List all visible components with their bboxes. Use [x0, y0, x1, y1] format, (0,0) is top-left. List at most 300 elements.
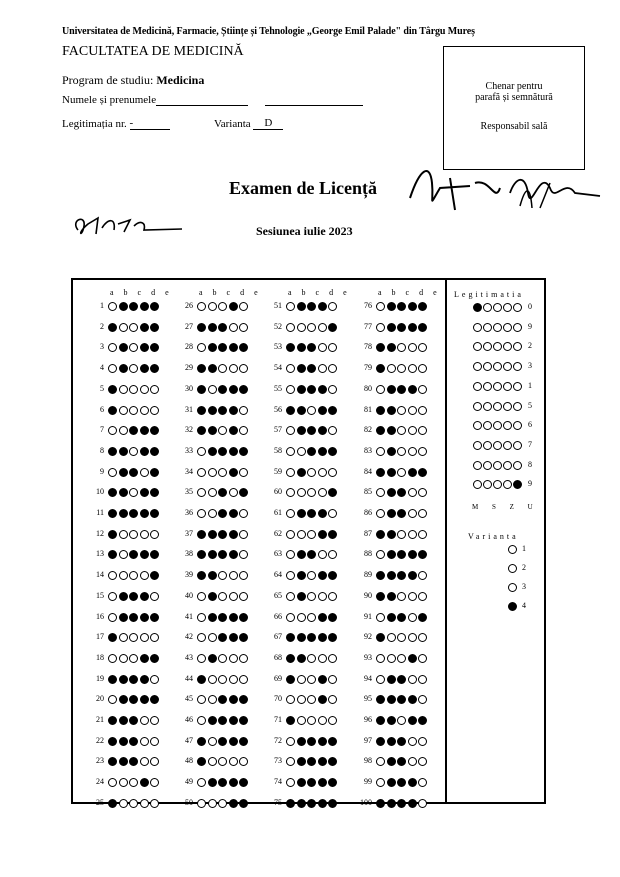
answer-bubble[interactable]	[208, 799, 217, 808]
answer-bubble[interactable]	[218, 323, 227, 332]
answer-bubble[interactable]	[218, 468, 227, 477]
answer-bubble[interactable]	[108, 468, 117, 477]
answer-bubble[interactable]	[408, 592, 417, 601]
answer-bubble[interactable]	[297, 571, 306, 580]
answer-bubble[interactable]	[408, 343, 417, 352]
answer-bubble[interactable]	[328, 737, 337, 746]
answer-bubble[interactable]	[208, 613, 217, 622]
answer-bubble[interactable]	[229, 323, 238, 332]
answer-bubble[interactable]	[297, 509, 306, 518]
answer-bubble[interactable]	[229, 571, 238, 580]
answer-bubble[interactable]	[307, 675, 316, 684]
answer-bubble[interactable]	[108, 716, 117, 725]
answer-bubble[interactable]	[140, 654, 149, 663]
answer-bubble[interactable]	[376, 509, 385, 518]
answer-bubble[interactable]	[387, 778, 396, 787]
answer-bubble[interactable]	[140, 323, 149, 332]
legitimation-bubble[interactable]	[483, 323, 492, 332]
answer-bubble[interactable]	[197, 654, 206, 663]
answer-bubble[interactable]	[239, 675, 248, 684]
answer-bubble[interactable]	[408, 695, 417, 704]
answer-bubble[interactable]	[229, 488, 238, 497]
answer-bubble[interactable]	[307, 406, 316, 415]
answer-bubble[interactable]	[150, 302, 159, 311]
answer-bubble[interactable]	[318, 323, 327, 332]
answer-bubble[interactable]	[376, 323, 385, 332]
legitimation-bubble[interactable]	[473, 323, 482, 332]
answer-bubble[interactable]	[307, 447, 316, 456]
answer-bubble[interactable]	[297, 592, 306, 601]
answer-bubble[interactable]	[418, 385, 427, 394]
answer-bubble[interactable]	[318, 302, 327, 311]
answer-bubble[interactable]	[297, 716, 306, 725]
answer-bubble[interactable]	[328, 592, 337, 601]
answer-bubble[interactable]	[129, 654, 138, 663]
legitimation-bubble[interactable]	[473, 461, 482, 470]
answer-bubble[interactable]	[197, 385, 206, 394]
answer-bubble[interactable]	[297, 364, 306, 373]
answer-bubble[interactable]	[297, 695, 306, 704]
answer-bubble[interactable]	[297, 488, 306, 497]
answer-bubble[interactable]	[208, 302, 217, 311]
answer-bubble[interactable]	[328, 799, 337, 808]
answer-bubble[interactable]	[129, 447, 138, 456]
answer-bubble[interactable]	[397, 530, 406, 539]
answer-bubble[interactable]	[229, 778, 238, 787]
legitimation-bubble[interactable]	[503, 303, 512, 312]
answer-bubble[interactable]	[197, 799, 206, 808]
variant-field[interactable]: D	[253, 117, 283, 130]
answer-bubble[interactable]	[397, 613, 406, 622]
answer-bubble[interactable]	[208, 592, 217, 601]
answer-bubble[interactable]	[140, 778, 149, 787]
answer-bubble[interactable]	[318, 488, 327, 497]
answer-bubble[interactable]	[318, 716, 327, 725]
answer-bubble[interactable]	[197, 509, 206, 518]
answer-bubble[interactable]	[140, 737, 149, 746]
answer-bubble[interactable]	[140, 488, 149, 497]
answer-bubble[interactable]	[229, 716, 238, 725]
answer-bubble[interactable]	[140, 695, 149, 704]
answer-bubble[interactable]	[408, 426, 417, 435]
answer-bubble[interactable]	[229, 695, 238, 704]
legitimation-bubble[interactable]	[493, 382, 502, 391]
answer-bubble[interactable]	[119, 633, 128, 642]
answer-bubble[interactable]	[108, 323, 117, 332]
answer-bubble[interactable]	[376, 613, 385, 622]
answer-bubble[interactable]	[418, 509, 427, 518]
answer-bubble[interactable]	[286, 509, 295, 518]
answer-bubble[interactable]	[318, 654, 327, 663]
answer-bubble[interactable]	[387, 716, 396, 725]
answer-bubble[interactable]	[408, 654, 417, 663]
legitimation-bubble[interactable]	[473, 303, 482, 312]
answer-bubble[interactable]	[229, 406, 238, 415]
answer-bubble[interactable]	[197, 530, 206, 539]
answer-bubble[interactable]	[239, 799, 248, 808]
answer-bubble[interactable]	[140, 343, 149, 352]
answer-bubble[interactable]	[387, 675, 396, 684]
answer-bubble[interactable]	[140, 571, 149, 580]
answer-bubble[interactable]	[307, 302, 316, 311]
answer-bubble[interactable]	[197, 468, 206, 477]
answer-bubble[interactable]	[307, 509, 316, 518]
answer-bubble[interactable]	[318, 550, 327, 559]
answer-bubble[interactable]	[197, 613, 206, 622]
answer-bubble[interactable]	[418, 613, 427, 622]
legitimation-bubble[interactable]	[483, 382, 492, 391]
answer-bubble[interactable]	[239, 323, 248, 332]
answer-bubble[interactable]	[408, 447, 417, 456]
answer-bubble[interactable]	[119, 716, 128, 725]
answer-bubble[interactable]	[150, 530, 159, 539]
answer-bubble[interactable]	[318, 592, 327, 601]
answer-bubble[interactable]	[297, 385, 306, 394]
answer-bubble[interactable]	[239, 406, 248, 415]
answer-bubble[interactable]	[119, 302, 128, 311]
answer-bubble[interactable]	[208, 737, 217, 746]
answer-bubble[interactable]	[108, 530, 117, 539]
answer-bubble[interactable]	[397, 716, 406, 725]
answer-bubble[interactable]	[140, 447, 149, 456]
legitimation-bubble[interactable]	[513, 323, 522, 332]
answer-bubble[interactable]	[286, 323, 295, 332]
answer-bubble[interactable]	[119, 343, 128, 352]
answer-bubble[interactable]	[150, 654, 159, 663]
answer-bubble[interactable]	[119, 468, 128, 477]
answer-bubble[interactable]	[286, 468, 295, 477]
legitimation-bubble[interactable]	[503, 323, 512, 332]
answer-bubble[interactable]	[208, 530, 217, 539]
answer-bubble[interactable]	[318, 571, 327, 580]
answer-bubble[interactable]	[408, 633, 417, 642]
answer-bubble[interactable]	[387, 550, 396, 559]
answer-bubble[interactable]	[140, 675, 149, 684]
answer-bubble[interactable]	[208, 488, 217, 497]
answer-bubble[interactable]	[418, 302, 427, 311]
answer-bubble[interactable]	[397, 592, 406, 601]
answer-bubble[interactable]	[318, 778, 327, 787]
answer-bubble[interactable]	[307, 592, 316, 601]
answer-bubble[interactable]	[408, 385, 417, 394]
answer-bubble[interactable]	[418, 447, 427, 456]
answer-bubble[interactable]	[286, 799, 295, 808]
answer-bubble[interactable]	[229, 509, 238, 518]
answer-bubble[interactable]	[197, 737, 206, 746]
answer-bubble[interactable]	[239, 447, 248, 456]
answer-bubble[interactable]	[229, 343, 238, 352]
answer-bubble[interactable]	[397, 654, 406, 663]
answer-bubble[interactable]	[318, 468, 327, 477]
answer-bubble[interactable]	[408, 571, 417, 580]
answer-bubble[interactable]	[328, 509, 337, 518]
answer-bubble[interactable]	[318, 426, 327, 435]
answer-bubble[interactable]	[297, 530, 306, 539]
answer-bubble[interactable]	[129, 613, 138, 622]
answer-bubble[interactable]	[387, 302, 396, 311]
answer-bubble[interactable]	[239, 654, 248, 663]
answer-bubble[interactable]	[387, 799, 396, 808]
answer-bubble[interactable]	[208, 323, 217, 332]
legitimation-bubble[interactable]	[493, 461, 502, 470]
answer-bubble[interactable]	[229, 385, 238, 394]
answer-bubble[interactable]	[328, 716, 337, 725]
answer-bubble[interactable]	[239, 737, 248, 746]
answer-bubble[interactable]	[218, 509, 227, 518]
answer-bubble[interactable]	[140, 302, 149, 311]
answer-bubble[interactable]	[376, 530, 385, 539]
answer-bubble[interactable]	[229, 757, 238, 766]
answer-bubble[interactable]	[397, 737, 406, 746]
answer-bubble[interactable]	[197, 323, 206, 332]
answer-bubble[interactable]	[239, 530, 248, 539]
answer-bubble[interactable]	[297, 550, 306, 559]
answer-bubble[interactable]	[286, 530, 295, 539]
answer-bubble[interactable]	[318, 757, 327, 766]
answer-bubble[interactable]	[140, 799, 149, 808]
answer-bubble[interactable]	[218, 716, 227, 725]
answer-bubble[interactable]	[307, 385, 316, 394]
answer-bubble[interactable]	[318, 737, 327, 746]
answer-bubble[interactable]	[108, 675, 117, 684]
legitimation-bubble[interactable]	[483, 441, 492, 450]
answer-bubble[interactable]	[328, 323, 337, 332]
answer-bubble[interactable]	[408, 302, 417, 311]
answer-bubble[interactable]	[408, 406, 417, 415]
answer-bubble[interactable]	[418, 323, 427, 332]
answer-bubble[interactable]	[408, 364, 417, 373]
answer-bubble[interactable]	[229, 675, 238, 684]
answer-bubble[interactable]	[387, 364, 396, 373]
answer-bubble[interactable]	[208, 343, 217, 352]
answer-bubble[interactable]	[297, 447, 306, 456]
answer-bubble[interactable]	[387, 447, 396, 456]
answer-bubble[interactable]	[229, 737, 238, 746]
answer-bubble[interactable]	[328, 447, 337, 456]
answer-bubble[interactable]	[307, 530, 316, 539]
answer-bubble[interactable]	[286, 302, 295, 311]
answer-bubble[interactable]	[150, 447, 159, 456]
answer-bubble[interactable]	[408, 757, 417, 766]
answer-bubble[interactable]	[318, 675, 327, 684]
answer-bubble[interactable]	[307, 799, 316, 808]
answer-bubble[interactable]	[208, 675, 217, 684]
answer-bubble[interactable]	[297, 613, 306, 622]
answer-bubble[interactable]	[208, 571, 217, 580]
answer-bubble[interactable]	[408, 509, 417, 518]
answer-bubble[interactable]	[229, 613, 238, 622]
answer-bubble[interactable]	[318, 447, 327, 456]
answer-bubble[interactable]	[376, 737, 385, 746]
answer-bubble[interactable]	[229, 799, 238, 808]
answer-bubble[interactable]	[218, 530, 227, 539]
legitimation-bubble[interactable]	[513, 461, 522, 470]
answer-bubble[interactable]	[108, 509, 117, 518]
answer-bubble[interactable]	[129, 406, 138, 415]
answer-bubble[interactable]	[108, 613, 117, 622]
answer-bubble[interactable]	[307, 468, 316, 477]
answer-bubble[interactable]	[387, 343, 396, 352]
legitimation-bubble[interactable]	[503, 382, 512, 391]
answer-bubble[interactable]	[408, 488, 417, 497]
answer-bubble[interactable]	[408, 530, 417, 539]
answer-bubble[interactable]	[318, 385, 327, 394]
answer-bubble[interactable]	[208, 716, 217, 725]
answer-bubble[interactable]	[197, 447, 206, 456]
answer-bubble[interactable]	[140, 406, 149, 415]
answer-bubble[interactable]	[129, 799, 138, 808]
answer-bubble[interactable]	[387, 695, 396, 704]
answer-bubble[interactable]	[239, 592, 248, 601]
answer-bubble[interactable]	[119, 323, 128, 332]
answer-bubble[interactable]	[229, 530, 238, 539]
answer-bubble[interactable]	[376, 447, 385, 456]
legitimation-bubble[interactable]	[513, 303, 522, 312]
answer-bubble[interactable]	[229, 633, 238, 642]
answer-bubble[interactable]	[119, 737, 128, 746]
answer-bubble[interactable]	[307, 716, 316, 725]
answer-bubble[interactable]	[150, 799, 159, 808]
answer-bubble[interactable]	[376, 592, 385, 601]
answer-bubble[interactable]	[387, 406, 396, 415]
answer-bubble[interactable]	[129, 530, 138, 539]
answer-bubble[interactable]	[140, 592, 149, 601]
answer-bubble[interactable]	[129, 468, 138, 477]
answer-bubble[interactable]	[119, 571, 128, 580]
legitimation-bubble[interactable]	[473, 382, 482, 391]
answer-bubble[interactable]	[218, 737, 227, 746]
answer-bubble[interactable]	[140, 613, 149, 622]
answer-bubble[interactable]	[150, 468, 159, 477]
answer-bubble[interactable]	[376, 406, 385, 415]
answer-bubble[interactable]	[318, 530, 327, 539]
answer-bubble[interactable]	[387, 737, 396, 746]
answer-bubble[interactable]	[376, 716, 385, 725]
answer-bubble[interactable]	[208, 695, 217, 704]
answer-bubble[interactable]	[297, 675, 306, 684]
answer-bubble[interactable]	[119, 385, 128, 394]
answer-bubble[interactable]	[140, 757, 149, 766]
answer-bubble[interactable]	[408, 778, 417, 787]
answer-bubble[interactable]	[140, 385, 149, 394]
answer-bubble[interactable]	[408, 323, 417, 332]
answer-bubble[interactable]	[108, 799, 117, 808]
answer-bubble[interactable]	[376, 302, 385, 311]
answer-bubble[interactable]	[229, 364, 238, 373]
answer-bubble[interactable]	[119, 675, 128, 684]
answer-bubble[interactable]	[387, 509, 396, 518]
answer-bubble[interactable]	[119, 488, 128, 497]
answer-bubble[interactable]	[140, 550, 149, 559]
legitimation-bubble[interactable]	[483, 402, 492, 411]
answer-bubble[interactable]	[229, 468, 238, 477]
answer-bubble[interactable]	[119, 799, 128, 808]
legitimation-bubble[interactable]	[503, 461, 512, 470]
answer-bubble[interactable]	[418, 592, 427, 601]
answer-bubble[interactable]	[208, 385, 217, 394]
answer-bubble[interactable]	[397, 447, 406, 456]
answer-bubble[interactable]	[328, 613, 337, 622]
answer-bubble[interactable]	[286, 406, 295, 415]
answer-bubble[interactable]	[376, 468, 385, 477]
answer-bubble[interactable]	[297, 406, 306, 415]
answer-bubble[interactable]	[229, 426, 238, 435]
answer-bubble[interactable]	[218, 592, 227, 601]
answer-bubble[interactable]	[408, 799, 417, 808]
answer-bubble[interactable]	[129, 716, 138, 725]
answer-bubble[interactable]	[328, 406, 337, 415]
answer-bubble[interactable]	[418, 799, 427, 808]
legitimation-bubble[interactable]	[503, 441, 512, 450]
answer-bubble[interactable]	[208, 447, 217, 456]
answer-bubble[interactable]	[229, 550, 238, 559]
answer-bubble[interactable]	[387, 530, 396, 539]
answer-bubble[interactable]	[119, 364, 128, 373]
answer-bubble[interactable]	[286, 737, 295, 746]
answer-bubble[interactable]	[150, 592, 159, 601]
answer-bubble[interactable]	[119, 426, 128, 435]
answer-bubble[interactable]	[387, 468, 396, 477]
answer-bubble[interactable]	[328, 302, 337, 311]
legitimation-bubble[interactable]	[473, 402, 482, 411]
legitimation-bubble[interactable]	[513, 402, 522, 411]
answer-bubble[interactable]	[297, 778, 306, 787]
answer-bubble[interactable]	[119, 550, 128, 559]
answer-bubble[interactable]	[208, 426, 217, 435]
answer-bubble[interactable]	[408, 550, 417, 559]
answer-bubble[interactable]	[208, 550, 217, 559]
answer-bubble[interactable]	[408, 716, 417, 725]
answer-bubble[interactable]	[218, 613, 227, 622]
answer-bubble[interactable]	[286, 716, 295, 725]
answer-bubble[interactable]	[108, 302, 117, 311]
legitimation-field[interactable]: -	[130, 117, 170, 130]
answer-bubble[interactable]	[397, 675, 406, 684]
name-field-2[interactable]	[265, 105, 363, 106]
answer-bubble[interactable]	[119, 447, 128, 456]
answer-bubble[interactable]	[297, 799, 306, 808]
answer-bubble[interactable]	[376, 385, 385, 394]
answer-bubble[interactable]	[218, 675, 227, 684]
answer-bubble[interactable]	[387, 323, 396, 332]
answer-bubble[interactable]	[318, 613, 327, 622]
answer-bubble[interactable]	[218, 799, 227, 808]
answer-bubble[interactable]	[318, 799, 327, 808]
answer-bubble[interactable]	[318, 343, 327, 352]
answer-bubble[interactable]	[150, 675, 159, 684]
answer-bubble[interactable]	[229, 592, 238, 601]
answer-bubble[interactable]	[208, 778, 217, 787]
answer-bubble[interactable]	[297, 302, 306, 311]
answer-bubble[interactable]	[119, 613, 128, 622]
answer-bubble[interactable]	[376, 675, 385, 684]
answer-bubble[interactable]	[129, 675, 138, 684]
answer-bubble[interactable]	[286, 613, 295, 622]
answer-bubble[interactable]	[307, 323, 316, 332]
answer-bubble[interactable]	[297, 737, 306, 746]
answer-bubble[interactable]	[397, 406, 406, 415]
answer-bubble[interactable]	[328, 654, 337, 663]
answer-bubble[interactable]	[218, 302, 227, 311]
answer-bubble[interactable]	[129, 323, 138, 332]
answer-bubble[interactable]	[108, 592, 117, 601]
answer-bubble[interactable]	[119, 757, 128, 766]
answer-bubble[interactable]	[239, 302, 248, 311]
answer-bubble[interactable]	[387, 613, 396, 622]
answer-bubble[interactable]	[140, 364, 149, 373]
variant-bubble[interactable]	[508, 583, 517, 592]
answer-bubble[interactable]	[208, 654, 217, 663]
